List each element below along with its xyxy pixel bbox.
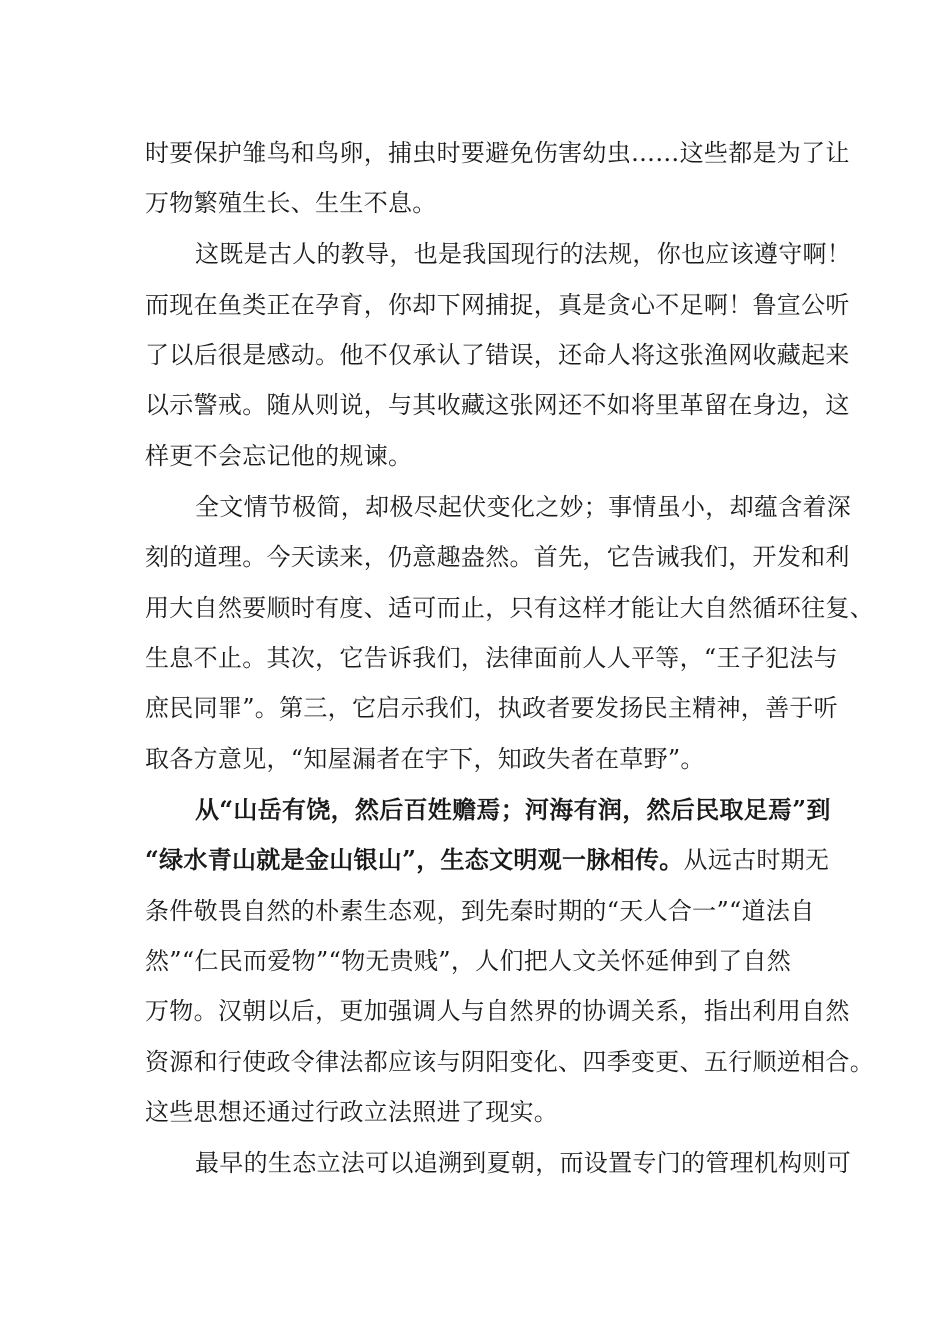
text-line: 用大自然要顺时有度、适可而止，只有这样才能让大自然循环往复、 xyxy=(145,594,874,622)
text-line: 刻的道理。今天读来，仍意趣盎然。首先，它告诫我们，开发和利 xyxy=(145,543,850,571)
bold-heading-line: 从“山岳有饶，然后百姓赡焉；河海有润，然后民取足焉”到 xyxy=(195,795,831,824)
bold-heading-text: “绿水青山就是金山银山”，生态文明观一脉相传。 xyxy=(145,845,684,874)
text-line: 这些思想还通过行政立法照进了现实。 xyxy=(145,1098,559,1126)
text-line: 时要保护雏鸟和鸟卵，捕虫时要避免伤害幼虫……这些都是为了让 xyxy=(145,139,850,167)
text-line: 样更不会忘记他的规谏。 xyxy=(145,442,413,470)
text-line: 以示警戒。随从则说，与其收藏这张网还不如将里革留在身边，这 xyxy=(145,391,850,419)
text-line: 生息不止。其次，它告诉我们，法律面前人人平等，“王子犯法与 xyxy=(145,644,838,672)
text-line: 资源和行使政令律法都应该与阴阳变化、四季变更、五行顺逆相合。 xyxy=(145,1048,874,1076)
text-line: 而现在鱼类正在孕育，你却下网捕捉，真是贪心不足啊！鲁宣公听 xyxy=(145,291,850,319)
paragraph-start-line: 这既是古人的教导，也是我国现行的法规，你也应该遵守啊！ xyxy=(195,240,852,268)
body-text: 从远古时期无 xyxy=(683,846,830,874)
text-line: 然”“仁民而爱物”“物无贵贱”，人们把人文关怀延伸到了自然 xyxy=(145,947,792,975)
mixed-line xyxy=(145,845,829,875)
text-line: 条件敬畏自然的朴素生态观，到先秦时期的“天人合一”“道法自 xyxy=(145,897,815,925)
text-line: 取各方意见，“知屋漏者在宇下，知政失者在草野”。 xyxy=(145,745,705,773)
text-line: 万物。汉朝以后，更加强调人与自然界的协调关系，指出利用自然 xyxy=(145,997,850,1025)
text-line: 了以后很是感动。他不仅承认了错误，还命人将这张渔网收藏起来 xyxy=(145,341,850,369)
paragraph-start-line: 最早的生态立法可以追溯到夏朝，而设置专门的管理机构则可 xyxy=(195,1149,852,1177)
text-line: 庶民同罪”。第三，它启示我们，执政者要发扬民主精神，善于听 xyxy=(145,694,838,722)
text-line: 万物繁殖生长、生生不息。 xyxy=(145,189,437,217)
paragraph-start-line: 全文情节极简，却极尽起伏变化之妙；事情虽小，却蕴含着深 xyxy=(195,493,852,521)
